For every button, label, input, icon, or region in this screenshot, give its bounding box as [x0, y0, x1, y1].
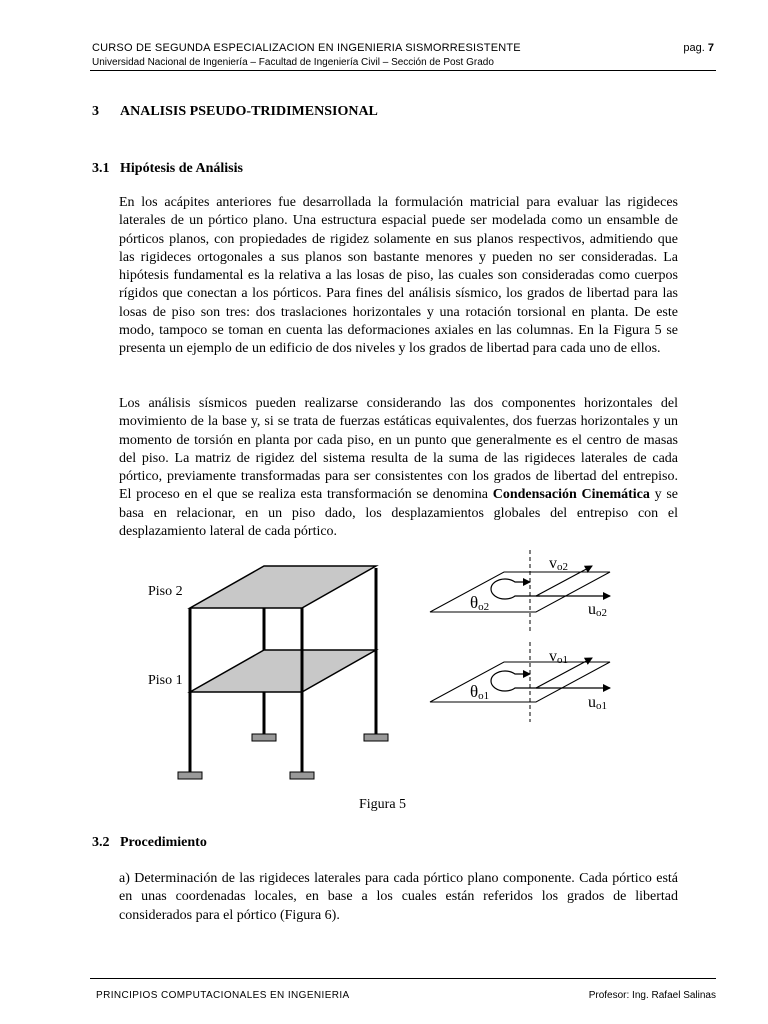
footer-professor: Profesor: Ing. Rafael Salinas	[588, 990, 716, 1001]
course-title: CURSO DE SEGUNDA ESPECIALIZACION EN INGENIERIA SISMORRESISTENTE	[92, 42, 521, 54]
section-number: 3	[92, 104, 99, 119]
subsection-title: Hipótesis de Análisis	[120, 161, 243, 176]
paragraph2-text-end: y se basa en relacionar, en un piso dado, los desplazamientos globales del entrepiso con el desplazamiento lateral de cada pórtico.	[119, 487, 678, 540]
floor-2-label: Piso 2	[148, 584, 183, 599]
slab-floor-1	[190, 650, 376, 692]
footer-divider	[90, 978, 716, 979]
u-o2-label: uo2	[588, 601, 607, 619]
subsection-number: 3.2	[92, 835, 110, 850]
dof-plate-floor-2	[430, 550, 610, 632]
procedure-item-a	[119, 870, 678, 925]
subsection-title: Procedimiento	[120, 835, 207, 850]
dof-plate-floor-1	[430, 642, 610, 722]
item-text: Determinación de las rigideces laterales para cada pórtico plano componente. Cada pórtico está en unas coordenadas locales, en base a los cuales están referidos los grados de libertad considerados para el pórtico (Figura 6).	[119, 871, 679, 923]
footer-course: PRINCIPIOS COMPUTACIONALES EN INGENIERIA	[96, 990, 350, 1001]
subsection-heading-3-2	[92, 835, 207, 851]
institution-line: Universidad Nacional de Ingeniería – Facultad de Ingeniería Civil – Sección de Post Grado	[92, 57, 494, 68]
paragraph2-text: Los análisis sísmicos pueden realizarse considerando las dos componentes horizontales del movimiento de la base y, si se trata de fuerzas estáticas equivalentes, dos fuerzas horizontales y un momento de torsión en planta por cada piso, en un punto que generalmente es el centro de masas del piso. La matriz de rigidez del sistema resulta de la suma de las rigideces laterales de cada pórtico, previamente transformadas para ser consistentes con los grados de libertad del entrepiso. El proceso en el que se realiza esta transformación se denomina	[119, 396, 678, 503]
theta-o2-label: θo2	[470, 593, 490, 613]
item-label: a)	[119, 871, 130, 886]
subsection-number: 3.1	[92, 161, 110, 176]
section-title: ANALISIS PSEUDO-TRIDIMENSIONAL	[120, 104, 378, 119]
slab-floor-2	[190, 566, 376, 608]
v-o2-label: vo2	[549, 555, 568, 573]
condensation-term: Condensación Cinemática	[492, 487, 650, 503]
v-o1-label: vo1	[549, 648, 568, 666]
page-number-value: 7	[707, 42, 714, 54]
paragraph-hypothesis: En los acápites anteriores fue desarrollada la formulación matricial para evaluar las rigideces laterales de un pórtico plano. Una estructura espacial puede ser modelada como un ensamble de pórticos planos, con propiedades de rigidez solamente en sus planos respectivos, admitiendo que las rigideces ortogonales a sus planos son bastante menores y pueden no ser consideradas. La hipótesis fundamental es la relativa a las losas de piso, las cuales son consideradas como cuerpos rígidos que conectan a los pórticos. Para fines del análisis sísmico, los grados de libertad para las losas de piso son tres: dos traslaciones horizontales y una rotación torsional en planta. De este modo, tampoco se toman en cuenta las deformaciones axiales en las columnas. En la Figura 5 se presenta un ejemplo de un edificio de dos niveles y los grados de libertad para cada uno de ellos.	[119, 195, 678, 357]
page-label: pag.	[683, 42, 705, 54]
u-o1-label: uo1	[588, 694, 607, 712]
figure-caption: Figura 5	[359, 797, 407, 812]
floor-1-label: Piso 1	[148, 673, 183, 688]
theta-o1-label: θo1	[470, 682, 490, 702]
supports	[178, 734, 388, 779]
